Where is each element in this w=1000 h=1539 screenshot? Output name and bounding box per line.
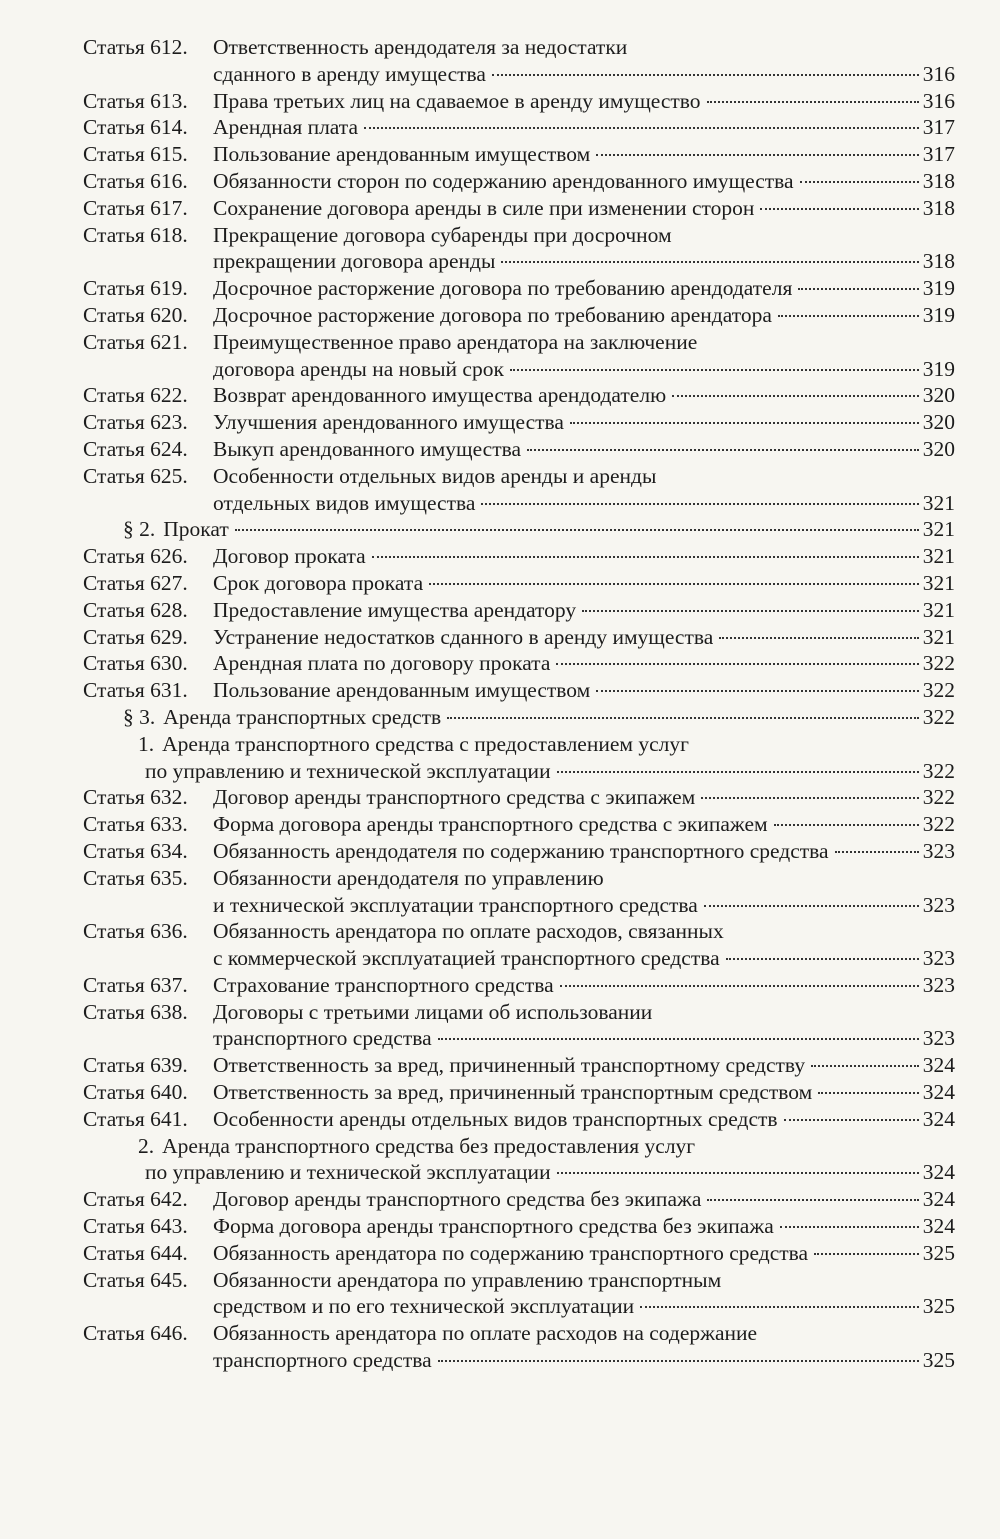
toc-line [83,195,955,222]
entry-title: Срок договора проката [213,570,424,595]
dot-leader [707,1199,918,1201]
entry-title: Арендная плата [213,115,358,140]
page-number: 321 [922,517,955,542]
article-number: Статья 635. [83,865,188,890]
toc-article-entry [83,195,955,222]
toc-line [83,463,955,490]
entry-title: Обязанности сторон по содержанию арендованного имущества [213,168,794,193]
page-number: 324 [922,1053,955,1078]
entry-title: Договоры с третьими лицами об использовании [213,999,653,1024]
toc-article-entry [83,784,955,811]
entry-title: Прокат [163,517,229,542]
entry-title: Договор проката [213,544,366,569]
dot-leader [527,449,919,451]
toc-line [83,409,955,436]
page-number: 322 [922,758,955,783]
toc-line [83,1159,955,1186]
entry-title: транспортного средства [213,1348,432,1373]
page-number: 320 [922,383,955,408]
toc-line [83,436,955,463]
page-number: 322 [922,704,955,729]
entry-title: прекращении договора аренды [213,249,496,274]
dot-leader [784,1119,919,1121]
entry-title: сданного в аренду имущества [213,61,486,86]
toc-article-entry [83,999,955,1053]
toc-article-entry [83,409,955,436]
page-number: 321 [922,624,955,649]
toc-article-entry [83,865,955,919]
page-number: 324 [922,1080,955,1105]
dot-leader [560,985,919,987]
page-number: 321 [922,544,955,569]
toc-article-entry [83,302,955,329]
dot-leader [704,905,919,907]
entry-title: Аренда транспортного средства с предоставлением услуг [162,731,689,756]
dot-leader [596,154,919,156]
entry-title: Предоставление имущества арендатору [213,597,577,622]
article-number: Статья 638. [83,999,188,1024]
toc-article-entry [83,1106,955,1133]
dot-leader [780,1226,919,1228]
entry-title: Прекращение договора субаренды при досрочном [213,222,672,247]
toc-article-entry [83,436,955,463]
subsection-number: 2. [138,1133,155,1158]
table-of-contents [83,34,955,1374]
toc-article-entry [83,1240,955,1267]
article-number: Статья 626. [83,544,188,569]
article-number: Статья 621. [83,329,188,354]
page-number: 319 [922,356,955,381]
toc-article-entry [83,624,955,651]
article-number: Статья 627. [83,570,188,595]
toc-line [83,1186,955,1213]
toc-line [83,61,955,88]
toc-line [83,1320,955,1347]
page-number: 319 [922,302,955,327]
toc-line [83,677,955,704]
article-number: Статья 614. [83,115,188,140]
entry-title: Ответственность за вред, причиненный транспортным средством [213,1080,813,1105]
entry-title: Обязанности арендодателя по управлению [213,865,604,890]
toc-line [83,88,955,115]
toc-line [83,114,955,141]
toc-article-entry [83,222,955,276]
dot-leader [556,663,918,665]
toc-line [83,704,955,731]
toc-article-entry [83,329,955,383]
article-number: Статья 641. [83,1106,188,1131]
toc-article-entry [83,838,955,865]
article-number: Статья 637. [83,972,188,997]
toc-line [83,302,955,329]
dot-leader [492,74,919,76]
article-number: Статья 628. [83,597,188,622]
toc-subsection-entry [83,1133,955,1187]
article-number: Статья 639. [83,1053,188,1078]
entry-title: Особенности аренды отдельных видов транспортных средств [213,1106,778,1131]
toc-line [83,972,955,999]
entry-title: средством и по его технической эксплуатации [213,1294,635,1319]
article-number: Статья 615. [83,142,188,167]
article-number: Статья 617. [83,195,188,220]
toc-line [83,1267,955,1294]
toc-line [83,1213,955,1240]
toc-section-entry [83,704,955,731]
dot-leader [447,717,919,719]
dot-leader [582,610,919,612]
entry-title: Возврат арендованного имущества арендодателю [213,383,667,408]
article-number: Статья 634. [83,838,188,863]
toc-line [83,1025,955,1052]
dot-leader [557,1172,919,1174]
toc-article-entry [83,677,955,704]
dot-leader [778,315,919,317]
toc-line [83,999,955,1026]
page-number: 324 [922,1106,955,1131]
dot-leader [640,1306,919,1308]
entry-title: Улучшения арендованного имущества [213,410,564,435]
toc-line [83,570,955,597]
dot-leader [835,851,919,853]
toc-article-entry [83,114,955,141]
page-number: 317 [922,115,955,140]
dot-leader [800,181,919,183]
toc-line [83,1347,955,1374]
entry-title: с коммерческой эксплуатацией транспортного средства [213,946,720,971]
toc-line [83,1106,955,1133]
entry-title: Преимущественное право арендатора на заключение [213,329,698,354]
dot-leader [364,127,919,129]
page-number: 321 [922,490,955,515]
toc-article-entry [83,650,955,677]
toc-line [83,516,955,543]
article-number: Статья 642. [83,1187,188,1212]
toc-line [83,892,955,919]
article-number: Статья 625. [83,463,188,488]
entry-title: Сохранение договора аренды в силе при изменении сторон [213,195,755,220]
article-number: Статья 640. [83,1080,188,1105]
toc-line [83,865,955,892]
entry-title: Обязанности арендатора по управлению транспортным [213,1267,722,1292]
dot-leader [760,208,918,210]
toc-article-entry [83,597,955,624]
article-number: Статья 624. [83,436,188,461]
page-number: 323 [922,892,955,917]
page-number: 324 [922,1214,955,1239]
article-number: Статья 645. [83,1267,188,1292]
toc-line [83,490,955,517]
toc-line [83,758,955,785]
toc-article-entry [83,918,955,972]
dot-leader [429,583,919,585]
toc-line [83,784,955,811]
toc-line [83,1133,955,1160]
entry-title: Права третьих лиц на сдаваемое в аренду имущество [213,88,701,113]
toc-article-entry [83,972,955,999]
page-number: 319 [922,276,955,301]
entry-title: Обязанность арендатора по оплате расходов на содержание [213,1321,758,1346]
article-number: Статья 612. [83,35,188,59]
toc-line [83,1052,955,1079]
article-number: Статья 644. [83,1240,188,1265]
dot-leader [811,1065,919,1067]
toc-article-entry [83,1079,955,1106]
page-number: 322 [922,678,955,703]
article-number: Статья 632. [83,785,188,810]
dot-leader [557,771,919,773]
article-number: Статья 619. [83,276,188,301]
toc-line [83,356,955,383]
page-number: 322 [922,785,955,810]
page-number: 318 [922,249,955,274]
page-number: 322 [922,812,955,837]
section-number: § 3. [123,704,156,729]
entry-title: Форма договора аренды транспортного средства без экипажа [213,1214,774,1239]
entry-title: Аренда транспортного средства без предоставления услуг [162,1133,696,1158]
article-number: Статья 616. [83,168,188,193]
page-number: 317 [922,142,955,167]
toc-line [83,731,955,758]
toc-line [83,1079,955,1106]
toc-line [83,141,955,168]
dot-leader [438,1360,919,1362]
dot-leader [501,261,918,263]
article-number: Статья 631. [83,678,188,703]
article-number: Статья 613. [83,88,188,113]
toc-line [83,543,955,570]
toc-line [83,329,955,356]
dot-leader [798,288,918,290]
page-number: 323 [922,1026,955,1051]
article-number: Статья 643. [83,1214,188,1239]
dot-leader [726,958,919,960]
toc-line [83,1240,955,1267]
entry-title: Обязанность арендатора по оплате расходов, связанных [213,919,724,944]
entry-title: Ответственность арендодателя за недостатки [213,35,628,59]
toc-article-entry [83,570,955,597]
dot-leader [774,824,919,826]
article-number: Статья 636. [83,919,188,944]
toc-line [83,168,955,195]
toc-line [83,382,955,409]
page-number: 318 [922,195,955,220]
dot-leader [707,101,919,103]
article-number: Статья 620. [83,302,188,327]
entry-title: Пользование арендованным имуществом [213,142,591,167]
toc-article-entry [83,1267,955,1321]
toc-article-entry [83,463,955,517]
toc-article-entry [83,141,955,168]
article-number: Статья 629. [83,624,188,649]
dot-leader [596,690,919,692]
entry-title: Досрочное расторжение договора по требованию арендатора [213,302,772,327]
toc-article-entry [83,168,955,195]
toc-article-entry [83,1186,955,1213]
dot-leader [672,395,919,397]
dot-leader [570,422,919,424]
page-number: 316 [922,88,955,113]
toc-article-entry [83,34,955,88]
toc-line [83,650,955,677]
article-number: Статья 633. [83,812,188,837]
toc-line [83,918,955,945]
dot-leader [701,797,918,799]
page-number: 322 [922,651,955,676]
page-number: 321 [922,570,955,595]
toc-article-entry [83,811,955,838]
entry-title: Устранение недостатков сданного в аренду имущества [213,624,714,649]
entry-title: по управлению и технической эксплуатации [145,758,551,783]
entry-title: договора аренды на новый срок [213,356,504,381]
page-number: 325 [922,1240,955,1265]
page-number: 321 [922,597,955,622]
entry-title: Аренда транспортных средств [163,704,442,729]
toc-section-entry [83,516,955,543]
toc-line [83,945,955,972]
page-number: 323 [922,946,955,971]
article-number: Статья 630. [83,651,188,676]
toc-line [83,1293,955,1320]
subsection-number: 1. [138,731,155,756]
article-number: Статья 618. [83,222,188,247]
entry-title: Обязанность арендодателя по содержанию транспортного средства [213,838,829,863]
toc-article-entry [83,88,955,115]
entry-title: Страхование транспортного средства [213,972,554,997]
dot-leader [510,369,919,371]
page-number: 325 [922,1348,955,1373]
entry-title: Обязанность арендатора по содержанию транспортного средства [213,1240,809,1265]
dot-leader [481,503,918,505]
toc-article-entry [83,543,955,570]
toc-line [83,838,955,865]
entry-title: Договор аренды транспортного средства с экипажем [213,785,696,810]
entry-title: и технической эксплуатации транспортного средства [213,892,698,917]
page-number: 324 [922,1187,955,1212]
toc-article-entry [83,382,955,409]
entry-title: Особенности отдельных видов аренды и аренды [213,463,657,488]
page-number: 324 [922,1160,955,1185]
page-number: 316 [922,61,955,86]
toc-line [83,275,955,302]
entry-title: Договор аренды транспортного средства без экипажа [213,1187,702,1212]
toc-article-entry [83,1052,955,1079]
toc-line [83,248,955,275]
article-number: Статья 646. [83,1321,188,1346]
page-number: 318 [922,168,955,193]
article-number: Статья 623. [83,410,188,435]
entry-title: Пользование арендованным имуществом [213,678,591,703]
toc-article-entry [83,275,955,302]
dot-leader [818,1092,919,1094]
dot-leader [814,1253,919,1255]
toc-line [83,811,955,838]
page-number: 325 [922,1294,955,1319]
toc-article-entry [83,1213,955,1240]
toc-subsection-entry [83,731,955,785]
dot-leader [372,556,919,558]
entry-title: Арендная плата по договору проката [213,651,551,676]
toc-line [83,597,955,624]
entry-title: транспортного средства [213,1026,432,1051]
entry-title: отдельных видов имущества [213,490,476,515]
dot-leader [235,529,919,531]
toc-line [83,34,955,61]
dot-leader [719,637,918,639]
section-number: § 2. [123,517,156,542]
toc-line [83,624,955,651]
toc-article-entry [83,1320,955,1374]
entry-title: Досрочное расторжение договора по требованию арендодателя [213,276,793,301]
dot-leader [438,1038,919,1040]
page-number: 323 [922,838,955,863]
entry-title: Выкуп арендованного имущества [213,436,522,461]
page-number: 323 [922,972,955,997]
entry-title: по управлению и технической эксплуатации [145,1160,551,1185]
page-number: 320 [922,410,955,435]
page-number: 320 [922,436,955,461]
article-number: Статья 622. [83,383,188,408]
entry-title: Форма договора аренды транспортного средства с экипажем [213,812,768,837]
toc-line [83,222,955,249]
entry-title: Ответственность за вред, причиненный транспортному средству [213,1053,806,1078]
